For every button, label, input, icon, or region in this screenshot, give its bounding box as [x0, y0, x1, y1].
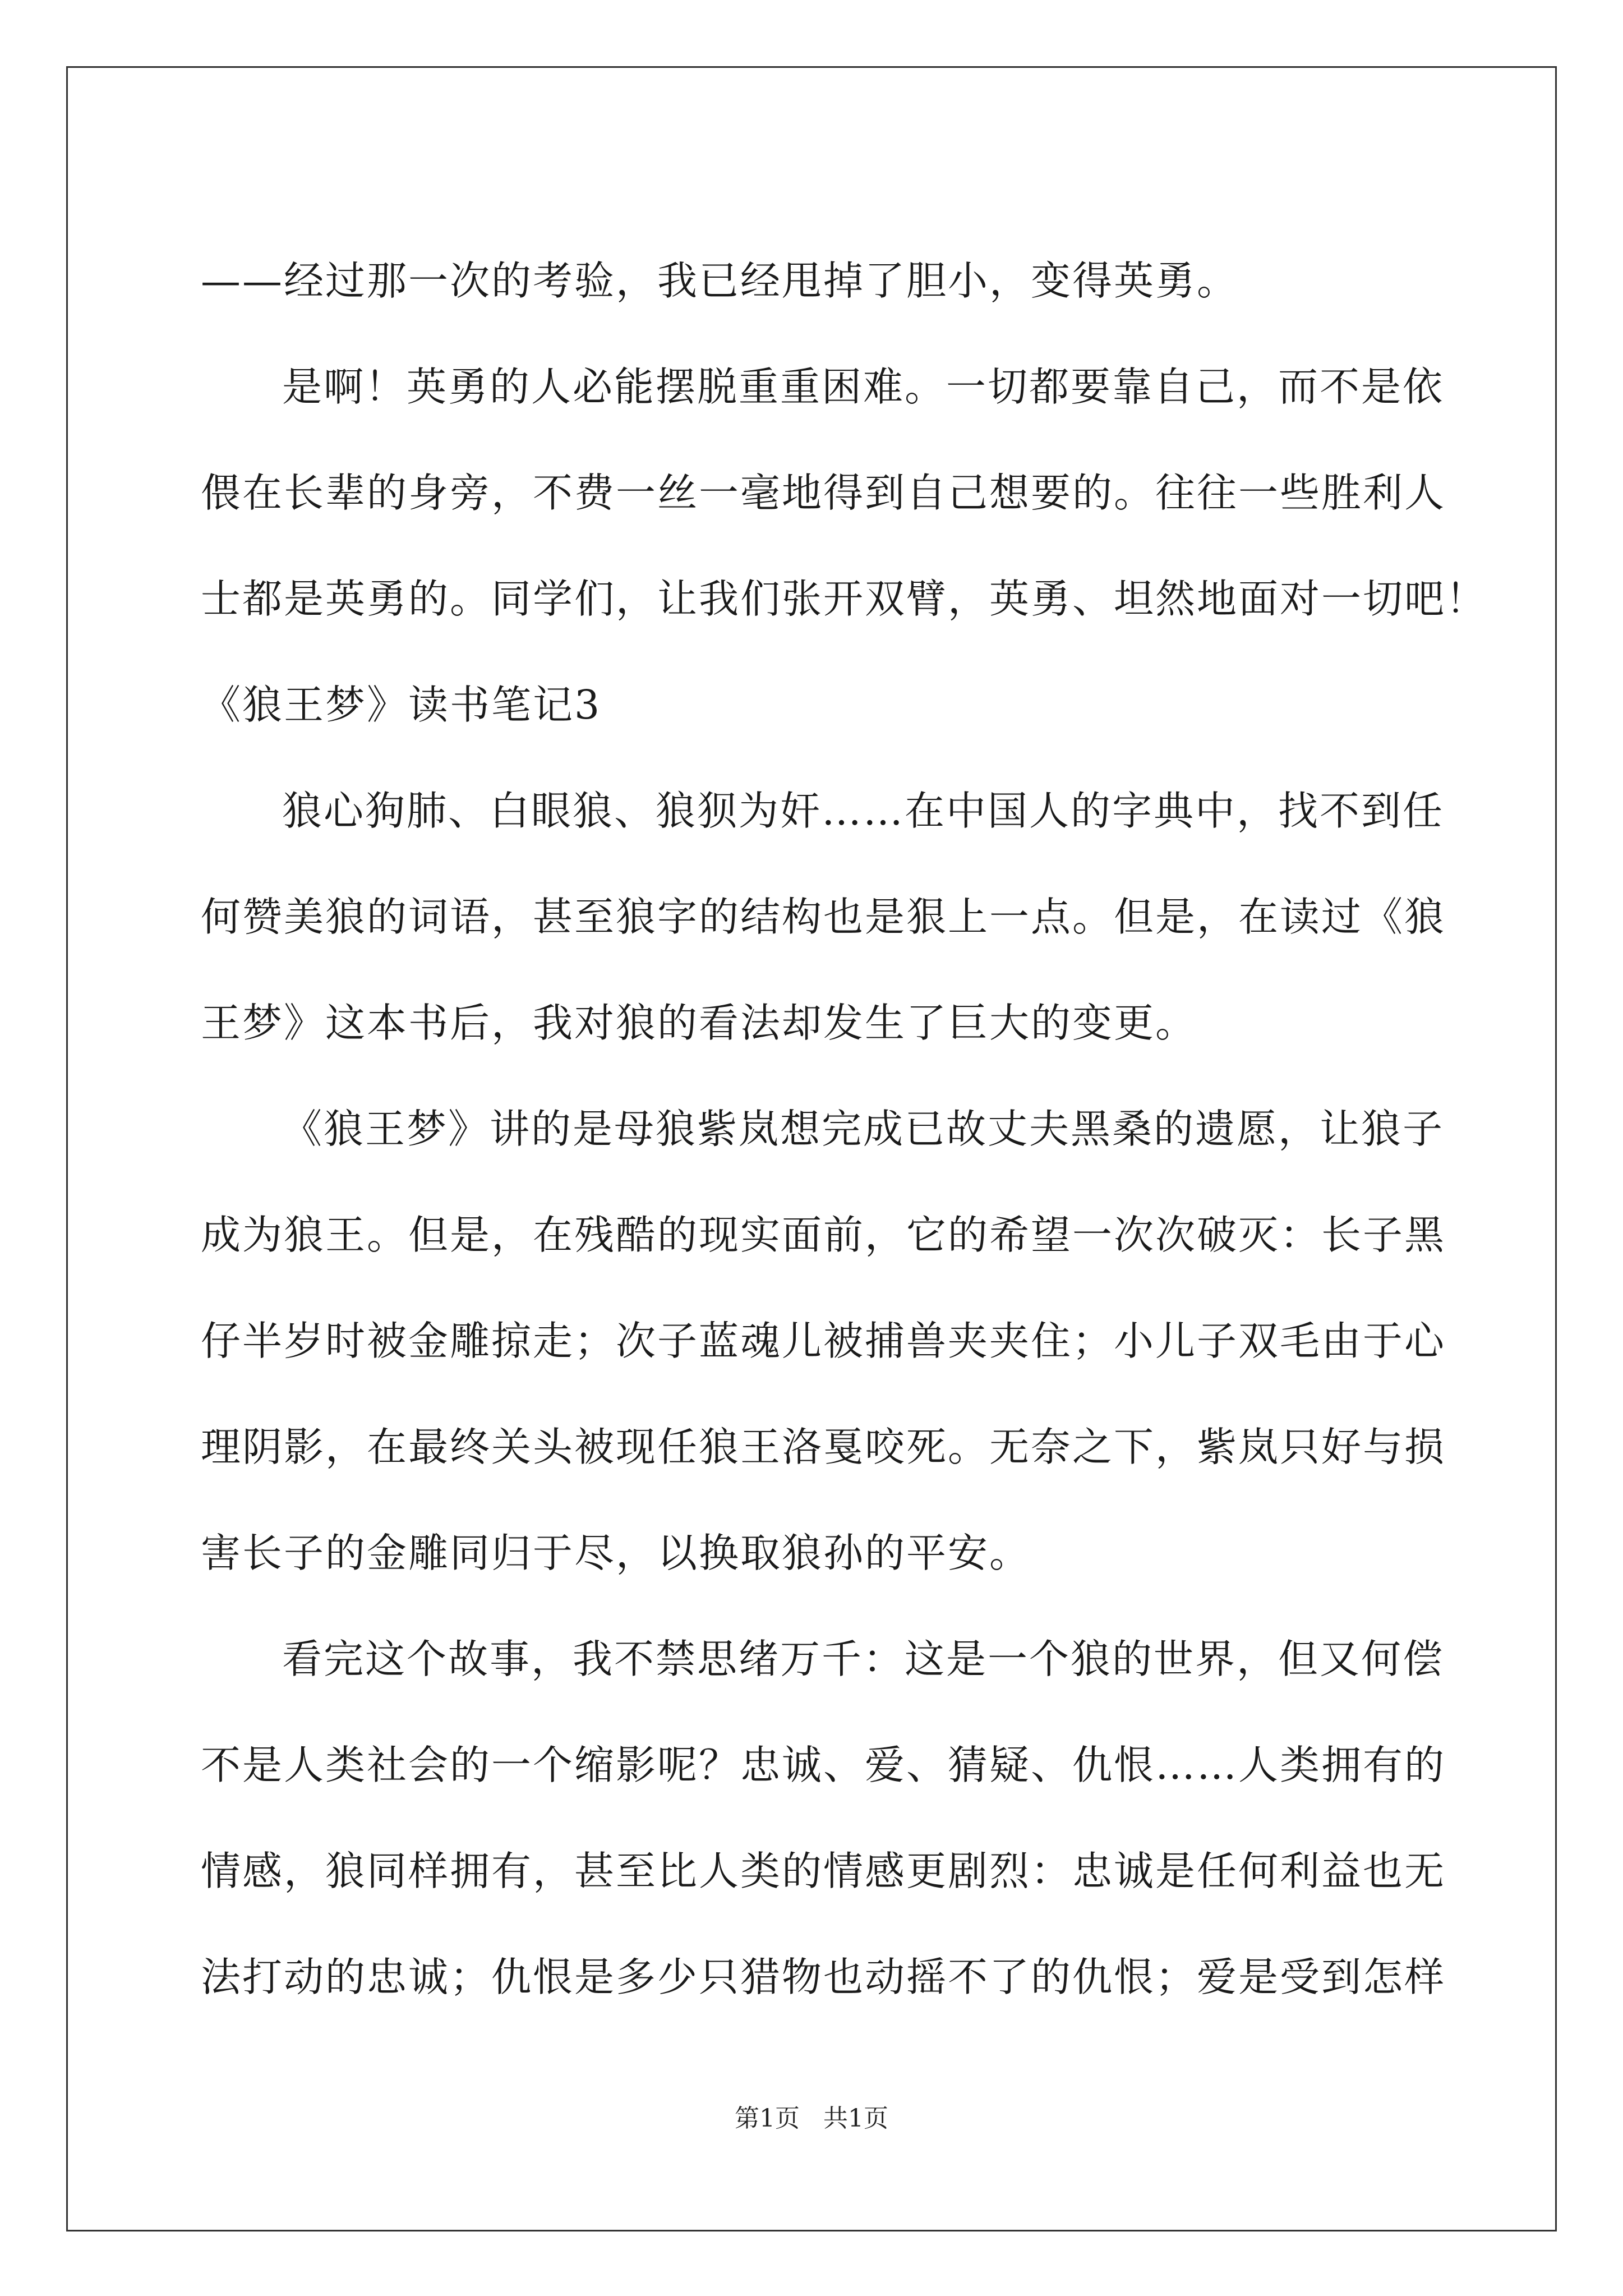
text-line: 何赞美狼的词语，甚至狼字的结构也是狠上一点。但是，在读过《狼: [201, 893, 1446, 940]
text-line: 情感，狼同样拥有，甚至比人类的情感更剧烈：忠诚是任何利益也无: [201, 1847, 1446, 1894]
text-line: 仔半岁时被金雕掠走；次子蓝魂儿被捕兽夹夹住；小儿子双毛由于心: [201, 1317, 1446, 1364]
page-total: 共1页: [823, 2104, 888, 2133]
text-line: 理阴影，在最终关头被现任狼王洛戛咬死。无奈之下，紫岚只好与损: [201, 1423, 1446, 1470]
text-line: 狼心狗肺、白眼狼、狼狈为奸……在中国人的字典中，找不到任: [282, 787, 1445, 834]
text-line: 士都是英勇的。同学们，让我们张开双臂，英勇、坦然地面对一切吧！: [201, 575, 1488, 622]
text-line: ——经过那一次的考验，我已经甩掉了胆小，变得英勇。: [201, 257, 1239, 304]
text-line: 王梦》这本书后，我对狼的看法却发生了巨大的变更。: [201, 999, 1197, 1046]
text-line: 是啊！英勇的人必能摆脱重重困难。一切都要靠自己，而不是依: [282, 363, 1445, 410]
page-number: 第1页: [735, 2104, 800, 2133]
text-line: 不是人类社会的一个缩影呢？忠诚、爱、猜疑、仇恨……人类拥有的: [201, 1741, 1446, 1788]
document-body: [201, 224, 1488, 2027]
section-heading: 《狼王梦》读书笔记3: [201, 681, 602, 728]
text-line: 成为狼王。但是，在残酷的现实面前，它的希望一次次破灭：长子黑: [201, 1211, 1446, 1258]
text-line: 《狼王梦》讲的是母狼紫岚想完成已故丈夫黑桑的遗愿，让狼子: [282, 1105, 1445, 1152]
text-line: 偎在长辈的身旁，不费一丝一毫地得到自己想要的。往往一些胜利人: [201, 469, 1446, 516]
text-line: 法打动的忠诚；仇恨是多少只猎物也动摇不了的仇恨；爱是受到怎样: [201, 1953, 1446, 2000]
text-line: 害长子的金雕同归于尽，以换取狼孙的平安。: [201, 1529, 1031, 1576]
page-footer: [0, 2098, 1623, 2134]
text-line: 看完这个故事，我不禁思绪万千：这是一个狼的世界，但又何偿: [282, 1635, 1445, 1682]
